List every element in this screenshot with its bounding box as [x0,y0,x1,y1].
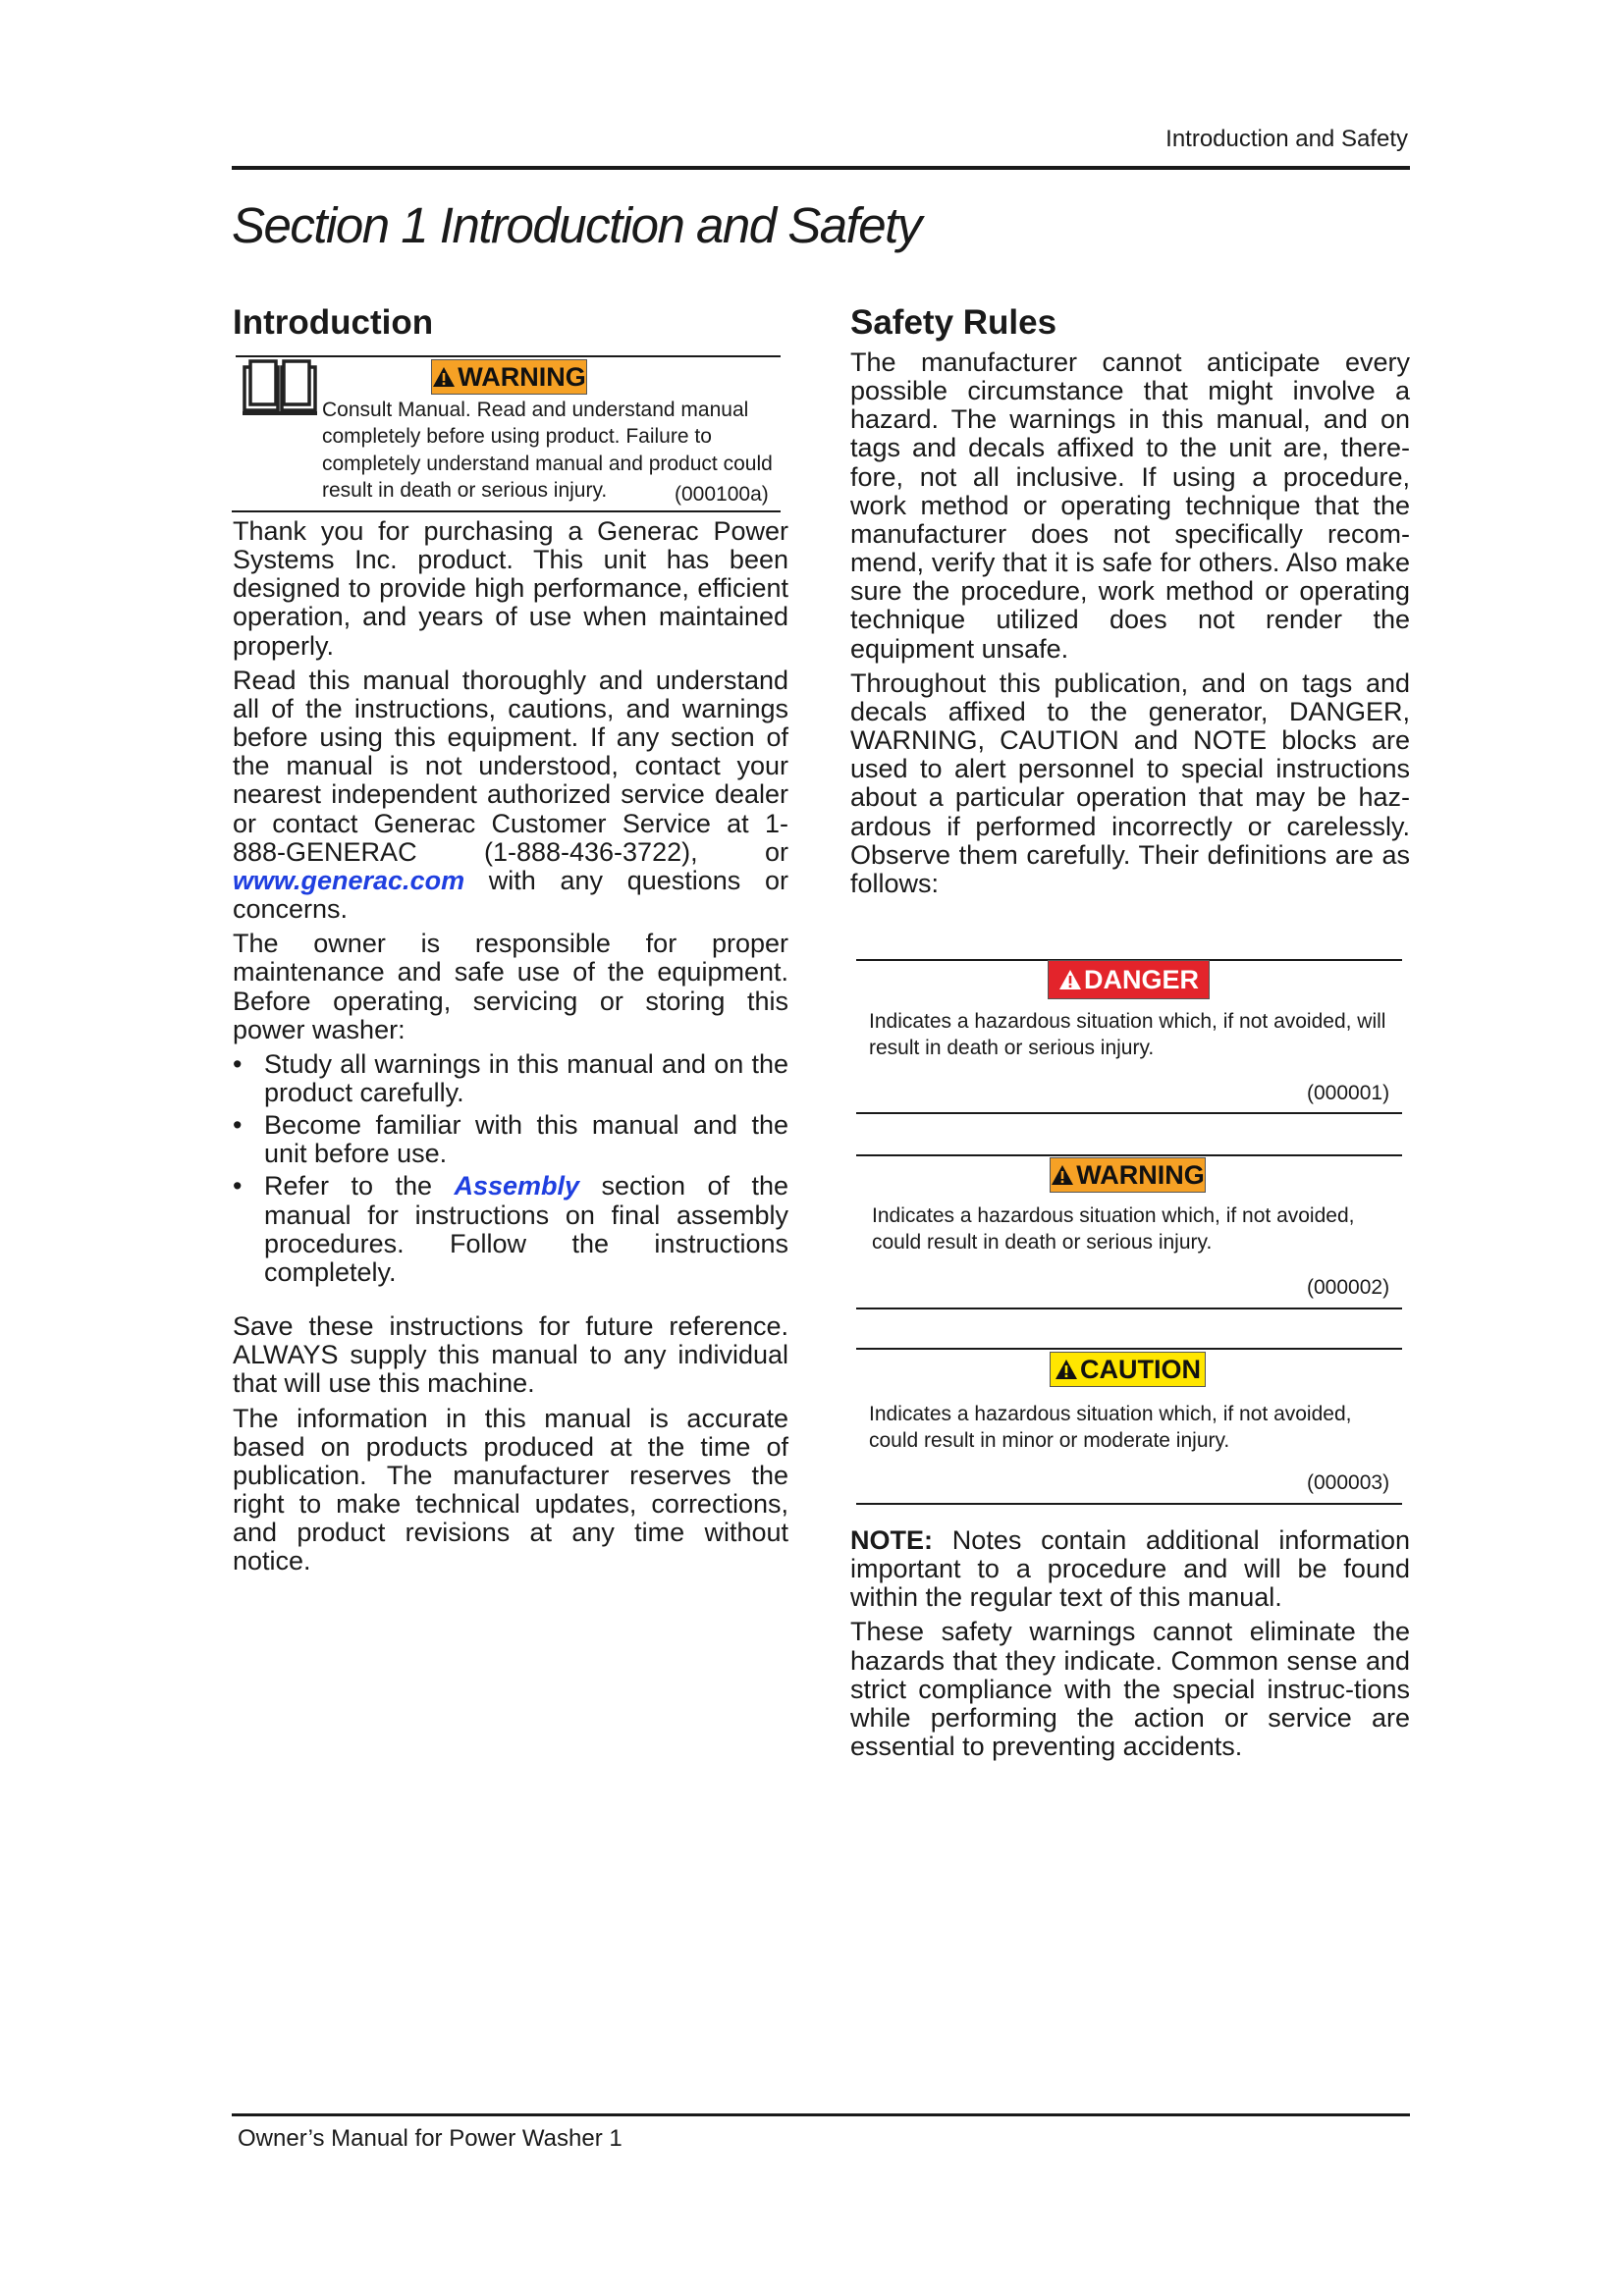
intro-paragraph-4: Save these instructions for future reference. ALWAYS supply this manual to any individual that will use this machine. [233,1311,788,1399]
note-paragraph [850,1526,1410,1612]
safety-rules-intro [850,348,1410,904]
manual-warning-bottom-rule [232,510,781,512]
safety-rules-closing [850,1526,1410,1767]
book-icon [241,359,319,421]
caution-code: (000003) [1307,1471,1390,1494]
manual-warning-label: WARNING [458,361,586,392]
owner-instructions-list [233,1050,788,1287]
warning-bottom-rule [856,1308,1402,1309]
warning-triangle-icon [1051,1164,1074,1186]
danger-triangle-icon [1058,969,1082,990]
warning-text: Indicates a hazardous situation which, if not avoided, could result in death or serious injury. [872,1204,1355,1255]
manual-warning-top-rule [236,355,781,357]
manual-warning-code: (000100a) [675,483,769,506]
intro-paragraph-1: Thank you for purchasing a Generac Power Systems Inc. product. This unit has been designed to provide high performance, efficient operation, and years of use when maintained properly. [233,516,788,661]
caution-bottom-rule [856,1503,1402,1505]
intro-paragraph-2-text-a: Read this manual thoroughly and understand all of the instructions, cautions, and warnings before using this equipment. If any section of the manual is not understood, contact your nearest independent authorized service dealer or contact Generac Customer Service at 1-888-GENERAC (1-888-436-3722), or [233,665,788,867]
generac-website-link[interactable]: www.generac.com [233,865,465,895]
introduction-body [233,517,788,1581]
footer-rule [232,2113,1410,2116]
list-item [233,1172,788,1287]
warning-triangle-icon [432,366,456,388]
note-label: NOTE: [850,1525,933,1555]
danger-code: (000001) [1307,1082,1390,1104]
intro-paragraph-2 [233,667,788,924]
list-item-text-a: Refer to the [264,1171,455,1201]
danger-badge [1048,960,1210,999]
manual-warning-badge [431,359,587,395]
danger-text: Indicates a hazardous situation which, if not avoided, will result in death or serious injury. [869,1010,1386,1060]
intro-paragraph-2-text-b: with any questions or concerns. [233,865,788,925]
warning-label: WARNING [1076,1159,1205,1190]
caution-triangle-icon [1055,1359,1078,1380]
intro-paragraph-5: The information in this manual is accurate based on products produced at the time of publication. The manufacturer reserves the right to make technical updates, corrections, and product revisions at any time without notice. [233,1403,788,1576]
danger-bottom-rule [856,1112,1402,1114]
introduction-heading: Introduction [233,303,434,342]
intro-paragraph-3: The owner is responsible for proper maintenance and safe use of the equipment. Before operating, servicing or storing this power washer: [233,929,788,1044]
safety-paragraph-1: The manufacturer cannot anticipate every possible circumstance that might involve a hazard. The warnings in this manual, and on tags and decals affixed to the unit are, there-fore, not all inclusive. If using a procedure, work method or operating technique that the manufacturer does not specifically recom-mend, verify that it is safe for others. Also make sure the procedure, work method or operating technique utilized does not render the equipment unsafe. [850,347,1410,664]
safety-rules-heading: Safety Rules [850,303,1057,342]
safety-paragraph-3: These safety warnings cannot eliminate the hazards that they indicate. Common sense and strict compliance with the special instruc-tions while performing the action or service are essential to preventing accidents. [850,1617,1410,1762]
caution-badge [1050,1352,1206,1387]
running-head: Introduction and Safety [1165,126,1408,152]
caution-top-rule [856,1348,1402,1350]
warning-top-rule [856,1154,1402,1156]
section-title: Section 1 Introduction and Safety [232,197,921,253]
caution-text: Indicates a hazardous situation which, if not avoided, could result in minor or moderate injury. [869,1403,1352,1453]
header-rule [232,166,1410,170]
warning-code: (000002) [1307,1276,1390,1299]
list-item-text-b: section of the manual for instructions on final assembly procedures. Follow the instructions completely. [264,1171,788,1287]
note-text: Notes contain additional information important to a procedure and will be found within the regular text of this manual. [850,1525,1410,1613]
warning-badge [1050,1157,1206,1193]
danger-label: DANGER [1083,964,1199,994]
list-item: • Become familiar with this manual and the unit before use. [233,1111,788,1168]
list-item: • Study all warnings in this manual and on the product carefully. [233,1050,788,1107]
safety-paragraph-2: Throughout this publication, and on tags and decals affixed to the generator, DANGER, WARNING, CAUTION and NOTE blocks are used to alert personnel to special instructions about a particular operation that may be haz-ardous if performed incorrectly or carelessly. Observe them carefully. Their definitions are as follows: [850,667,1410,898]
manual-warning-text: Consult Manual. Read and understand manual completely before using product. Failure to completely understand manual and product could result in death or serious injury. [322,399,773,502]
caution-label: CAUTION [1080,1354,1201,1384]
assembly-section-link[interactable]: Assembly [454,1171,580,1201]
footer-text: Owner’s Manual for Power Washer 1 [238,2125,623,2152]
